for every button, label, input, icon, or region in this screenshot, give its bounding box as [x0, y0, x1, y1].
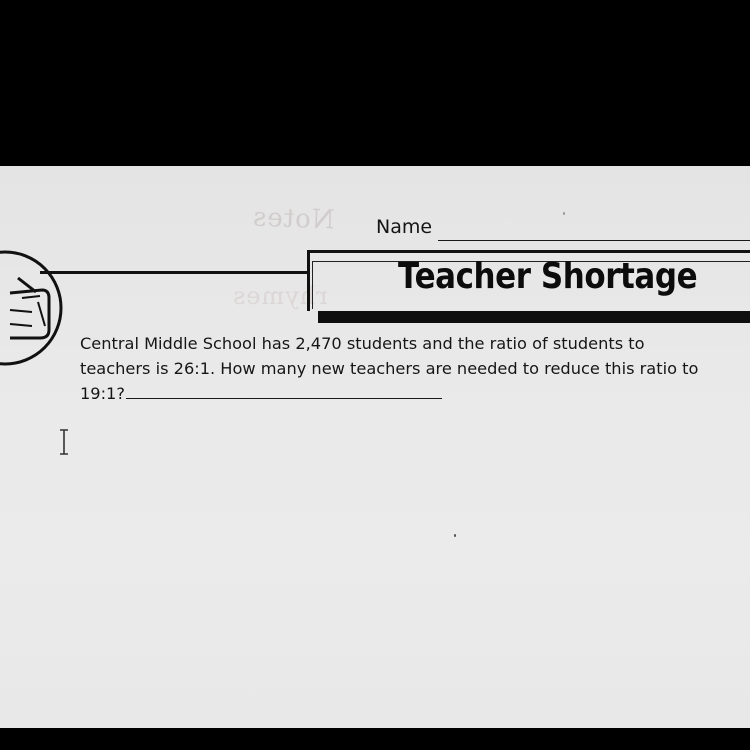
- name-label: Name: [376, 216, 433, 238]
- title-box-shadow: [318, 311, 750, 323]
- problem-text: [80, 331, 740, 406]
- bleed-through-text: Notes: [251, 202, 336, 236]
- problem-line-2: teachers is 26:1. How many new teachers are needed to reduce this ratio to: [80, 359, 699, 378]
- answer-blank-line[interactable]: [126, 398, 442, 399]
- problem-line-3: [80, 381, 740, 406]
- problem-line-3-text: 19:1?: [80, 384, 125, 403]
- paper-speck: [454, 534, 456, 537]
- title-box-inner-vline: [312, 261, 313, 309]
- text-cursor-icon: [58, 429, 70, 455]
- header-rule: [40, 271, 308, 274]
- worksheet-page: [0, 166, 750, 728]
- name-field-line[interactable]: [438, 240, 750, 241]
- bleed-through-text: rhymes: [232, 282, 328, 310]
- worksheet-title: Teacher Shortage: [398, 256, 698, 297]
- paper-speck: [563, 212, 565, 215]
- pointing-hand-icon: [0, 238, 65, 378]
- problem-line-1: Central Middle School has 2,470 students and the ratio of students to: [80, 334, 645, 353]
